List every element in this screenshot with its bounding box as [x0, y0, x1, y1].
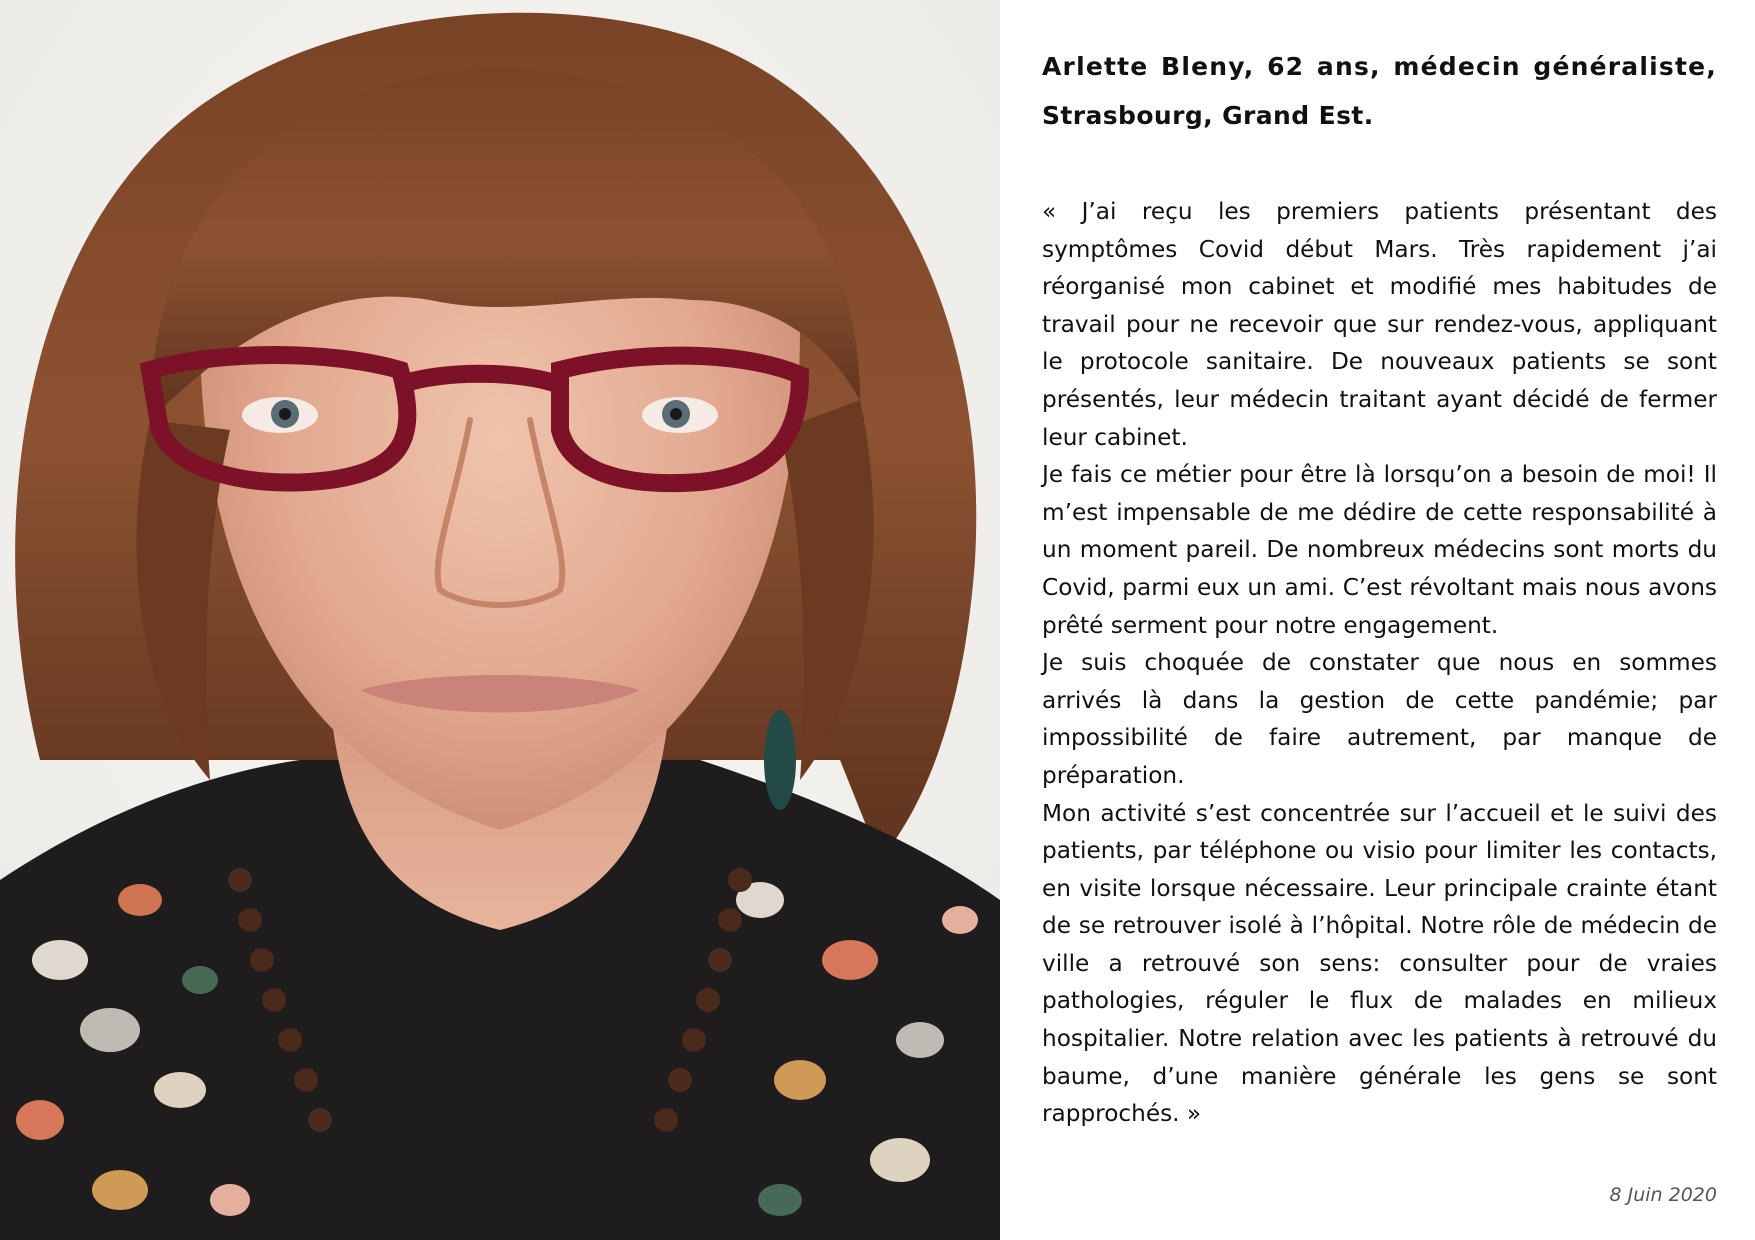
quote-paragraph-1: « J’ai reçu les premiers patients présentant des symptômes Covid début Mars. Très rapidement j’ai réorganisé mon cabinet et modifié mes habitudes de travail pour ne recevoir que sur rendez-vous, appliquant le protocole sanitaire. De nouveaux patients se sont présentés, leur médecin traitant ayant décidé de fermer leur cabinet.	[1042, 198, 1717, 451]
quote-paragraph-2: Je fais ce métier pour être là lorsqu’on a besoin de moi! Il m’est impensable de me dédire de cette responsabilité à un moment pareil. De nombreux médecins sont morts du Covid, parmi eux un ami. C’est révoltant mais nous avons prêté serment pour notre engagement.	[1042, 461, 1717, 639]
text-column	[1042, 42, 1717, 1133]
quote-paragraph-3: Je suis choquée de constater que nous en sommes arrivés là dans la gestion de cette pandémie; par impossibilité de faire autrement, par manque de préparation.	[1042, 649, 1717, 789]
date-label: 8 Juin 2020	[1609, 1184, 1717, 1206]
heading-line-1: Arlette Bleny, 62 ans, médecin généraliste,	[1042, 52, 1717, 81]
heading	[1042, 42, 1717, 140]
quote-paragraph-4: Mon activité s’est concentrée sur l’accueil et le suivi des patients, par téléphone ou visio pour limiter les contacts, en visite lorsque nécessaire. Leur principale crainte étant de se retrouver isolé à l’hôpital. Notre rôle de médecin de ville a retrouvé son sens: consulter pour de vraies pathologies, réguler le flux de malades en milieux hospitalier. Notre relation avec les patients à retrouvé du baume, d’une manière générale les gens se sont rapprochés. »	[1042, 799, 1717, 1128]
heading-line-2: Strasbourg, Grand Est.	[1042, 101, 1374, 130]
testimony-quote	[1042, 193, 1717, 1133]
